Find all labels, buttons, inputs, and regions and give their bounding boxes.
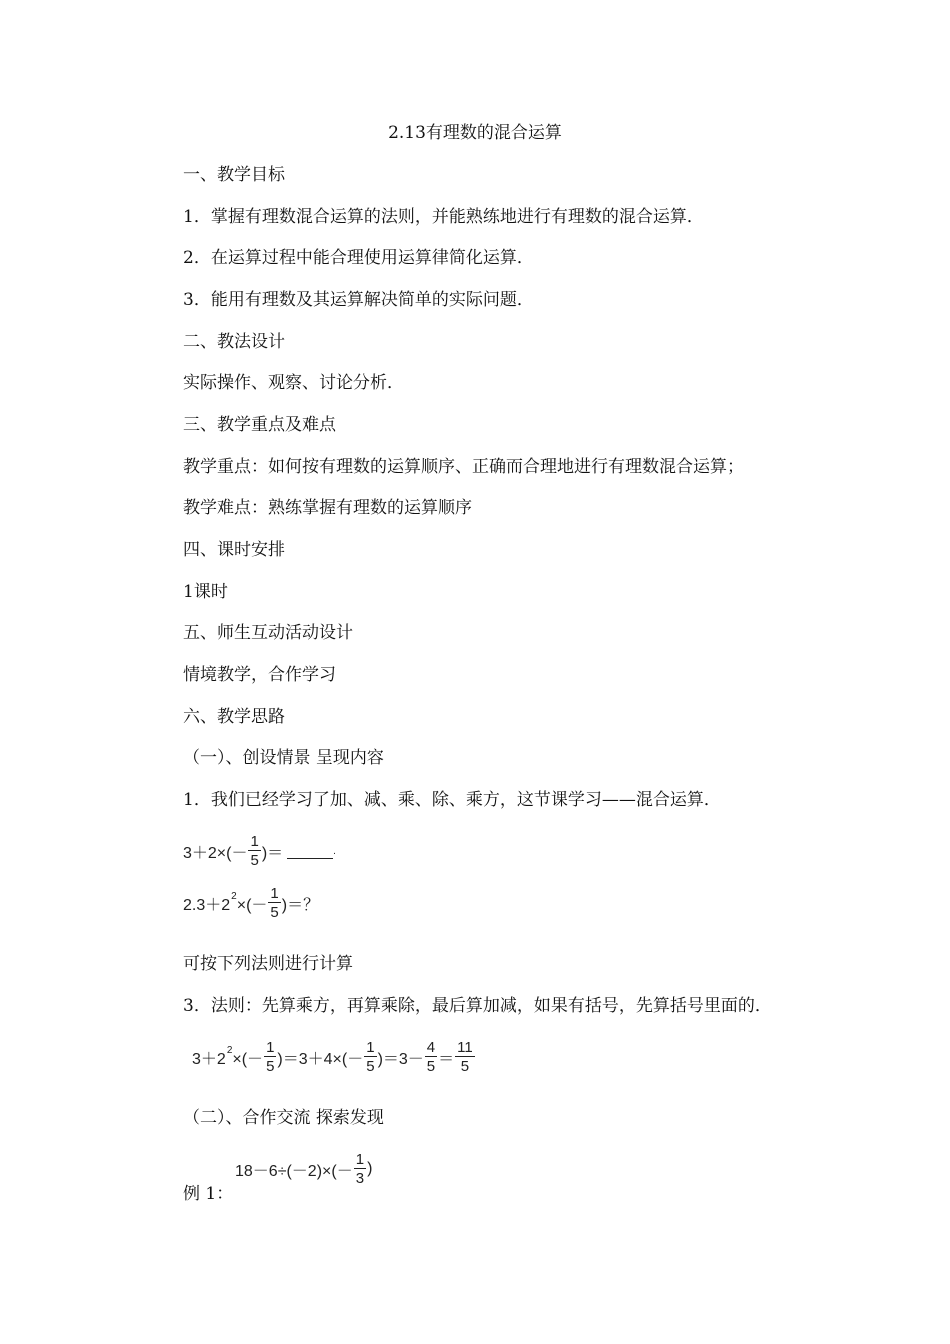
fraction (425, 1040, 437, 1074)
formula-3-part-d: )＝3－ (377, 1050, 424, 1068)
formula-1-part-b: )＝ (261, 844, 284, 862)
formula-2-part-a: 2.3＋2 (183, 896, 231, 914)
fraction-numerator: 1 (250, 833, 259, 850)
fraction-denominator: 5 (460, 1058, 470, 1075)
section-heading-activities: 五、师生互动活动设计 (183, 623, 353, 643)
objective-item-1: 1．掌握有理数混合运算的法则，并能熟练地进行有理数的混合运算． (183, 207, 704, 227)
objective-item-2: 2．在运算过程中能合理使用运算律简化运算． (183, 248, 534, 268)
example-label: 例 1： (183, 1184, 234, 1204)
fraction-denominator: 5 (266, 1058, 275, 1075)
fraction-numerator: 1 (355, 1151, 365, 1168)
fraction (248, 834, 260, 868)
activities-text: 情境教学，合作学习 (183, 665, 336, 685)
key-point-text: 教学重点：如何按有理数的运算顺序、正确而合理地进行有理数混合运算； (183, 457, 744, 477)
subsection-heading-2: （二）、合作交流 探索发现 (183, 1108, 384, 1128)
fraction-denominator: 5 (426, 1058, 436, 1075)
formula-1-period: . (333, 845, 336, 857)
section-heading-method: 二、教法设计 (183, 332, 285, 352)
schedule-text: 1课时 (183, 582, 228, 602)
formula-3-part-b: ×(－ (232, 1050, 264, 1068)
exponent: 2 (231, 890, 237, 902)
paragraph-rule: 3．法则：先算乘方，再算乘除，最后算加减，如果有括号，先算括号里面的． (183, 996, 772, 1016)
formula-3 (192, 1040, 476, 1074)
fraction-numerator: 1 (266, 1039, 275, 1056)
paragraph-intro: 1．我们已经学习了加、减、乘、除、乘方，这节课学习——混合运算． (183, 790, 721, 810)
objective-item-3: 3．能用有理数及其运算解决简单的实际问题． (183, 290, 534, 310)
fraction (268, 886, 280, 920)
fraction-denominator: 5 (270, 904, 279, 921)
method-text: 实际操作、观察、讨论分析． (183, 373, 404, 393)
fraction (364, 1040, 376, 1074)
formula-3-part-a: 3＋2 (192, 1050, 226, 1068)
formula-1 (183, 834, 336, 868)
fraction-numerator: 1 (366, 1039, 375, 1056)
formula-example-part-b: ) (367, 1160, 373, 1177)
paragraph-rule-intro: 可按下列法则进行计算 (183, 954, 353, 974)
formula-3-part-c: )＝3＋4×(－ (277, 1050, 364, 1068)
exponent: 2 (226, 1044, 233, 1056)
formula-example-1 (235, 1152, 372, 1186)
fraction-denominator: 3 (355, 1170, 365, 1187)
fraction (455, 1040, 475, 1074)
formula-example-part-a: 18－6÷(－2)×(－ (235, 1162, 353, 1180)
formula-2-part-b: ×(－ (236, 896, 268, 914)
formula-2-part-c: )＝？ (281, 896, 320, 914)
formula-1-part-a: 3＋2×(－ (183, 844, 248, 862)
difficulty-text: 教学难点：熟练掌握有理数的运算顺序 (183, 498, 472, 518)
formula-3-part-e: ＝ (438, 1050, 455, 1068)
fraction (354, 1152, 366, 1186)
section-heading-schedule: 四、课时安排 (183, 540, 285, 560)
subsection-heading-1: （一）、创设情景 呈现内容 (183, 748, 384, 768)
fraction-numerator: 11 (457, 1039, 473, 1056)
section-heading-approach: 六、教学思路 (183, 707, 285, 727)
page-title: 2.13有理数的混合运算 (388, 123, 562, 143)
fraction-denominator: 5 (250, 852, 259, 869)
fraction-numerator: 1 (270, 885, 279, 902)
fraction-numerator: 4 (426, 1039, 436, 1056)
answer-blank (287, 844, 333, 859)
fraction-denominator: 5 (366, 1058, 375, 1075)
section-heading-objectives: 一、教学目标 (183, 165, 285, 185)
section-heading-key-points: 三、教学重点及难点 (183, 415, 336, 435)
fraction (264, 1040, 276, 1074)
formula-2 (183, 886, 319, 920)
